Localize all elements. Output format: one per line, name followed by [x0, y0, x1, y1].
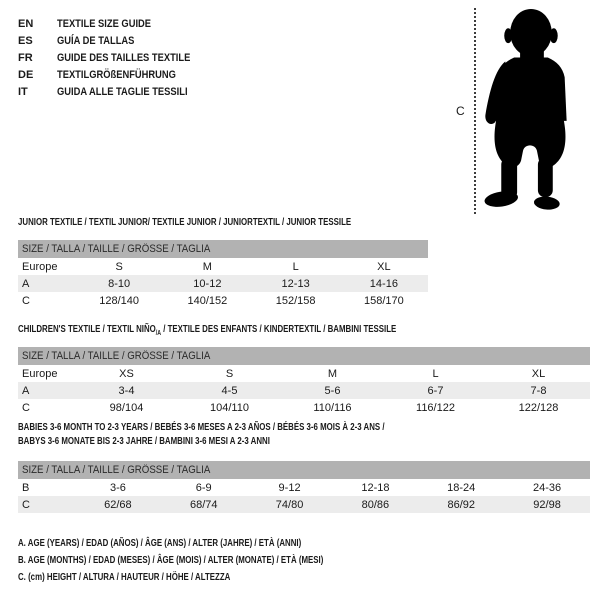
title-subscript: /A	[155, 330, 162, 338]
legend-line-2	[18, 569, 425, 586]
table-row-europe	[18, 365, 590, 382]
language-guide-title: TEXTILGRÖßENFÜHRUNG	[57, 68, 176, 81]
cell-value: 116/122	[416, 401, 455, 414]
cell-value: 18-24	[447, 481, 476, 494]
table-row-b	[18, 479, 590, 496]
cell-value: 14-16	[369, 277, 398, 290]
cell-value: 92/98	[533, 498, 561, 511]
cell-value: 3-6	[109, 481, 126, 494]
title-part: / TEXTILE DES ENFANTS / KINDERTEXTIL / BAMBINI TESSILE	[161, 323, 397, 335]
cell-value: 24-36	[532, 481, 562, 494]
size-header-label: SIZE / TALLA / TAILLE / GRÖSSE / TAGLIA	[22, 350, 211, 362]
cell-value: 68/74	[189, 498, 218, 511]
silhouette-ear-right	[550, 28, 558, 43]
size-table-header-bar	[18, 347, 590, 365]
cell-value: L	[292, 260, 299, 273]
language-title-list	[18, 16, 214, 100]
cell-value: XS	[119, 367, 134, 380]
silhouette-leg-right	[538, 158, 553, 198]
row-label: Europe	[22, 367, 58, 380]
cell-value: 98/104	[109, 401, 144, 414]
row-label: C	[22, 498, 30, 511]
cell-value: 122/128	[518, 401, 559, 414]
size-table-header-bar	[18, 461, 590, 479]
cell-value: 8-10	[108, 277, 131, 290]
legend-text: B. AGE (MONTHS) / EDAD (MESES) / ÂGE (MOIS) / ALTER (MONATE) / ETÀ (MESI)	[18, 554, 324, 566]
section-title	[18, 215, 462, 229]
cell-value: 9-12	[278, 481, 301, 494]
cell-value: S	[225, 367, 234, 380]
size-table	[18, 240, 428, 309]
cell-value: 110/116	[313, 401, 352, 414]
language-row-it	[18, 83, 214, 100]
language-guide-title: TEXTILE SIZE GUIDE	[57, 18, 152, 31]
language-row-de	[18, 66, 214, 83]
language-guide-title: GUIDE DES TAILLES TEXTILE	[57, 51, 191, 64]
cell-value: M	[202, 260, 212, 273]
row-label: C	[22, 401, 30, 414]
language-guide-title: GUIDA ALLE TAGLIE TESSILI	[57, 85, 188, 98]
row-label: Europe	[22, 260, 58, 273]
section-title-text	[18, 215, 351, 229]
language-row-fr	[18, 50, 214, 67]
cell-value: 158/170	[363, 294, 404, 307]
row-label: C	[22, 294, 30, 307]
section-title-text	[18, 420, 385, 434]
section-title	[18, 420, 590, 434]
cell-value: 140/152	[187, 294, 228, 307]
measure-legend	[18, 535, 425, 586]
language-code: IT	[18, 85, 28, 98]
row-label: A	[22, 384, 30, 397]
cell-value: 128/140	[99, 294, 139, 307]
size-table	[18, 461, 590, 513]
legend-line-0	[18, 535, 425, 552]
section-title	[18, 322, 590, 336]
cell-value: S	[115, 260, 123, 273]
legend-text: A. AGE (YEARS) / EDAD (AÑOS) / ÂGE (ANS) / ALTER (JAHRE) / ETÀ (ANNI)	[18, 537, 302, 549]
section-title-text	[18, 434, 270, 448]
cell-value: 12-18	[361, 481, 390, 494]
size-section-2	[18, 420, 590, 513]
cell-value: 12-13	[281, 277, 310, 290]
title-part: CHILDREN'S TEXTILE / TEXTIL NIÑO	[18, 323, 156, 335]
size-header-label: SIZE / TALLA / TAILLE / GRÖSSE / TAGLIA	[22, 243, 211, 255]
cell-value: 86/92	[447, 498, 475, 511]
cell-value: L	[432, 367, 439, 380]
table-row-c	[18, 399, 590, 416]
cell-value: 62/68	[104, 498, 132, 511]
cell-value: 152/158	[275, 294, 316, 307]
size-table	[18, 347, 590, 416]
cell-value: 6-9	[195, 481, 212, 494]
table-row-c	[18, 292, 428, 309]
language-guide-title: GUÍA DE TALLAS	[57, 35, 135, 48]
title-part: BABIES 3-6 MONTH TO 2-3 YEARS / BEBÉS 3-6 MESES A 2-3 AÑOS / BÉBÉS 3-6 MOIS À 2-3 ANS /	[18, 421, 385, 433]
language-code: DE	[18, 68, 34, 81]
size-table-header-bar	[18, 240, 428, 258]
cell-value: M	[327, 367, 338, 380]
cell-value: 10-12	[193, 277, 222, 290]
size-section-1	[18, 322, 590, 416]
section-title	[18, 434, 590, 448]
cell-value: 80/86	[361, 498, 390, 511]
cell-value: 3-4	[118, 384, 135, 397]
size-section-0	[18, 215, 462, 309]
language-code: ES	[18, 35, 33, 48]
language-code: EN	[18, 18, 34, 31]
cell-value: XL	[377, 260, 391, 273]
cell-value: XL	[531, 367, 546, 380]
table-row-c	[18, 496, 590, 513]
row-label: A	[22, 277, 30, 290]
table-row-a	[18, 382, 590, 399]
language-row-es	[18, 33, 214, 50]
title-part: BABYS 3-6 MONATE BIS 2-3 JAHRE / BAMBINI 3-6 MESI A 2-3 ANNI	[18, 435, 270, 447]
language-row-en	[18, 16, 214, 33]
cell-value: 104/110	[210, 401, 249, 414]
language-code: FR	[18, 51, 33, 64]
cell-value: 5-6	[324, 384, 341, 397]
title-part: JUNIOR TEXTILE / TEXTIL JUNIOR/ TEXTILE JUNIOR / JUNIORTEXTIL / JUNIOR TESSILE	[18, 216, 352, 228]
height-measure-label: C	[456, 104, 465, 118]
cell-value: 4-5	[221, 384, 238, 397]
height-dotted-line	[474, 8, 476, 214]
cell-value: 6-7	[427, 384, 444, 397]
cell-value: 74/80	[275, 498, 304, 511]
size-header-label: SIZE / TALLA / TAILLE / GRÖSSE / TAGLIA	[22, 464, 211, 476]
silhouette-ear-left	[504, 28, 512, 43]
toddler-silhouette-image	[481, 4, 577, 212]
section-title-text	[18, 322, 396, 341]
legend-line-1	[18, 552, 425, 569]
silhouette-foot-right	[533, 196, 560, 211]
row-label: B	[22, 481, 30, 494]
cell-value: 7-8	[530, 384, 547, 397]
table-row-europe	[18, 258, 428, 275]
table-row-a	[18, 275, 428, 292]
legend-text: C. (cm) HEIGHT / ALTURA / HAUTEUR / HÖHE / ALTEZZA	[18, 571, 231, 583]
